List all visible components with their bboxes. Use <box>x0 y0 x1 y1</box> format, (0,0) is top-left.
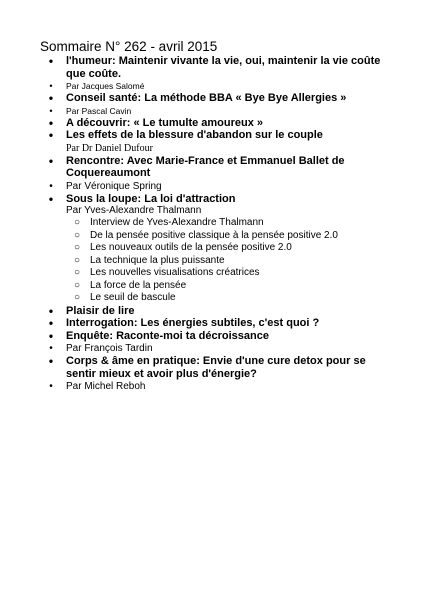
author-text: Par Jacques Salomé <box>66 81 145 91</box>
bullet: • <box>48 303 54 318</box>
author-text: Par Yves-Alexandre Thalmann <box>66 205 202 216</box>
bullet: • <box>49 343 53 354</box>
toc-entry-enquete <box>0 330 424 343</box>
circle-bullet-icon: ○ <box>74 279 81 291</box>
bullet: • <box>49 81 53 91</box>
bullet: • <box>48 153 54 168</box>
sub-item-text: Les nouvelles visualisations créatrices <box>90 267 260 278</box>
table-of-contents <box>0 55 424 393</box>
sub-item-text: Les nouveaux outils de la pensée positive 2.0 <box>90 242 292 253</box>
sub-item-text: Interview de Yves-Alexandre Thalmann <box>90 217 264 228</box>
entry-text: Interrogation: Les énergies subtiles, c'est quoi ? <box>66 317 320 329</box>
bullet: • <box>48 354 54 368</box>
entry-text: Les effets de la blessure d'abandon sur le couple <box>66 129 323 141</box>
author-text: Par Pascal Cavin <box>66 105 132 116</box>
sub-item <box>66 217 384 230</box>
author-text: Par Michel Reboh <box>66 381 146 392</box>
page-title: Sommaire N° 262 - avril 2015 <box>40 39 218 54</box>
bullet: • <box>48 91 54 105</box>
sub-list <box>66 217 384 305</box>
toc-author <box>0 380 424 393</box>
toc-entry-humeur <box>0 55 424 80</box>
bullet: • <box>49 105 53 116</box>
entry-text: Sous la loupe: La loi d'attraction <box>66 192 236 205</box>
toc-entry-rencontre <box>0 155 424 180</box>
sub-item <box>66 242 384 255</box>
toc-author <box>0 342 424 355</box>
toc-author <box>0 180 424 193</box>
toc-entry-blessure <box>0 129 424 142</box>
toc-author <box>0 205 424 305</box>
bullet: • <box>48 191 54 206</box>
sub-item <box>66 255 384 268</box>
bullet: • <box>48 128 54 142</box>
entry-text: Enquête: Raconte-moi ta décroissance <box>66 329 269 342</box>
sub-item-text: Le seuil de bascule <box>90 292 176 303</box>
toc-author <box>0 80 424 92</box>
toc-author <box>0 142 424 155</box>
toc-entry-sous-la-loupe <box>0 193 424 206</box>
sub-item-text: La technique la plus puissante <box>90 254 225 266</box>
entry-text: l'humeur: Maintenir vivante la vie, oui, maintenir la vie coûte que coûte. <box>66 55 381 80</box>
circle-bullet-icon: ○ <box>74 242 81 253</box>
bullet: • <box>48 316 54 330</box>
sub-item <box>66 292 384 305</box>
author-text: Par Véronique Spring <box>66 180 162 192</box>
author-text: Par Dr Daniel Dufour <box>66 142 153 154</box>
sub-item-text: De la pensée positive classique à la pensée positive 2.0 <box>90 229 338 241</box>
circle-bullet-icon: ○ <box>74 217 81 228</box>
circle-bullet-icon: ○ <box>74 229 81 241</box>
bullet: • <box>49 381 53 392</box>
toc-author <box>0 105 424 117</box>
toc-entry-interrogation <box>0 317 424 330</box>
entry-text: Plaisir de lire <box>66 304 135 317</box>
sub-item <box>66 267 384 280</box>
bullet: • <box>49 180 53 192</box>
entry-text: Rencontre: Avec Marie-France et Emmanuel Ballet de Coquereaumont <box>66 154 345 179</box>
sub-item-text: La force de la pensée <box>90 279 187 291</box>
sub-item <box>66 230 384 243</box>
toc-entry-a-decouvrir <box>0 117 424 130</box>
toc-entry-plaisir-de-lire <box>0 305 424 318</box>
bullet: • <box>48 115 54 130</box>
circle-bullet-icon: ○ <box>74 254 81 266</box>
toc-entry-conseil-sante <box>0 92 424 105</box>
circle-bullet-icon: ○ <box>74 267 81 278</box>
toc-entry-corps-ame <box>0 355 424 380</box>
sub-item <box>66 280 384 293</box>
entry-text: A découvrir: « Le tumulte amoureux » <box>66 116 264 129</box>
bullet: • <box>48 54 54 68</box>
circle-bullet-icon: ○ <box>74 292 81 303</box>
bullet: • <box>48 328 54 343</box>
author-text: Par François Tardin <box>66 343 153 354</box>
entry-text: Conseil santé: La méthode BBA « Bye Bye Allergies » <box>66 92 347 104</box>
entry-text: Corps & âme en pratique: Envie d'une cure detox pour se sentir mieux et avoir plus d'énergie? <box>66 355 366 380</box>
